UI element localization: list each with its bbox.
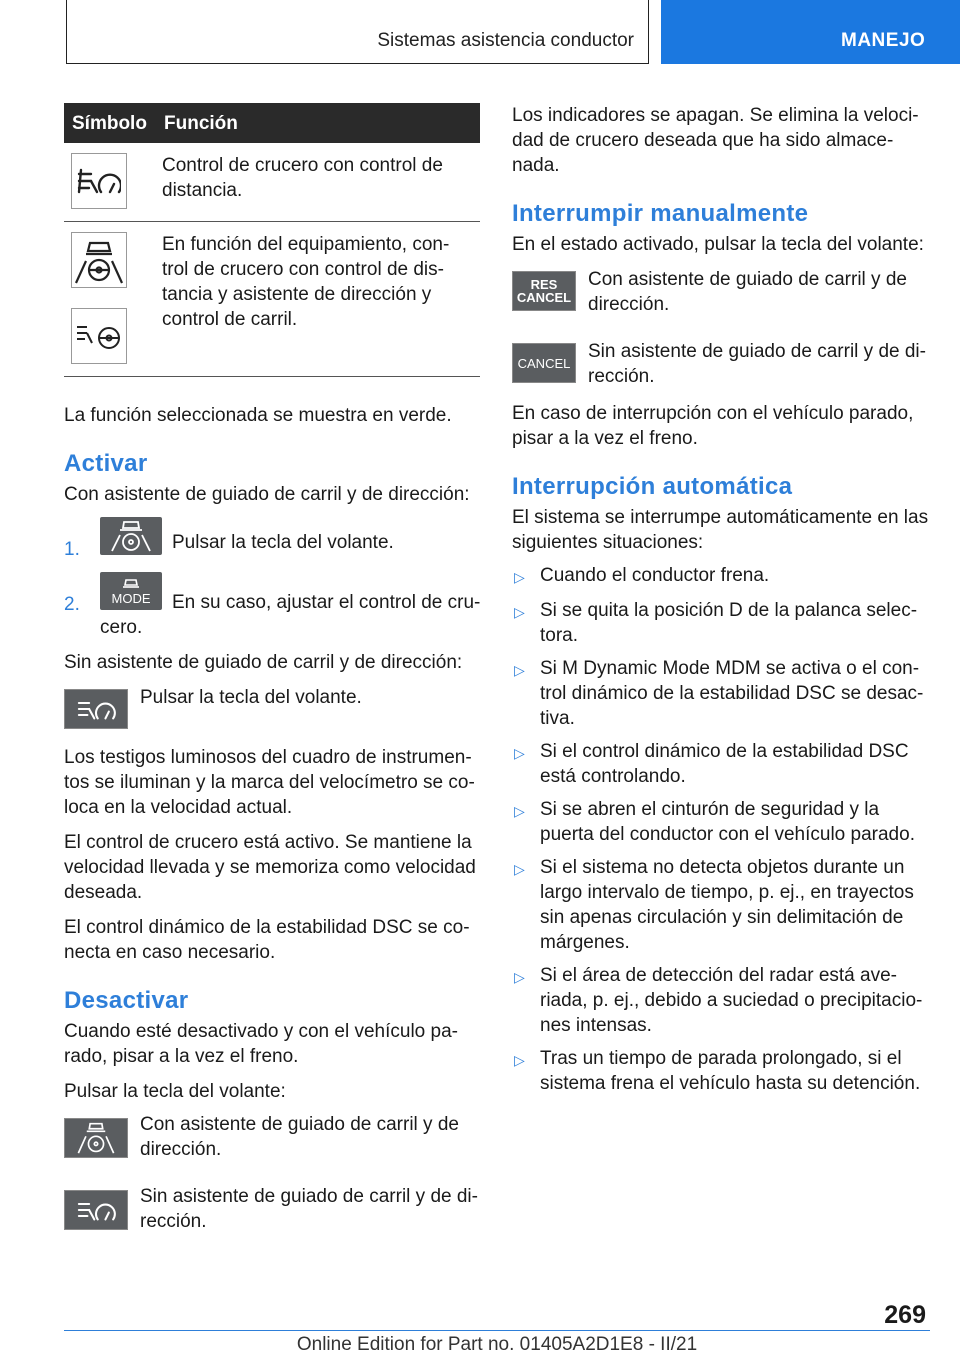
table-row (64, 143, 480, 222)
header-chapter-tab (661, 0, 960, 64)
list-item-text: Si el control dinámico de la estabilidad DSC está controlando. (540, 741, 909, 787)
res-cancel-key-line2: CANCEL (516, 290, 572, 305)
control-text: Pulsar la tecla del volante. (140, 687, 362, 708)
paragraph: El control dinámico de la estabilidad DSC se co-necta en caso necesario. (64, 917, 470, 963)
green-note: La función seleccionada se muestra en verde. (64, 405, 452, 426)
list-item (512, 963, 930, 1038)
cancel-key: CANCEL (512, 343, 576, 383)
header-chapter-label: MANEJO (841, 30, 926, 51)
mode-button-icon (100, 572, 162, 610)
auto-interrupt-list (512, 563, 930, 1096)
auto-intro: El sistema se interrumpe automáticamente en las siguientes situaciones: (512, 507, 929, 553)
list-item (512, 656, 930, 731)
list-item-text: Cuando el conductor frena. (540, 565, 770, 586)
desactivar-p2: Pulsar la tecla del volante: (64, 1081, 286, 1102)
steering-assist-icon (71, 232, 127, 288)
step-2 (64, 572, 482, 640)
header-section-title: Sistemas asistencia conductor (377, 30, 634, 51)
desactivar-p1: Cuando esté desactivado y con el vehículo pa-rado, pisar a la vez el freno. (64, 1021, 458, 1067)
without-assist-note: Sin asistente de guiado de carril y de dirección: (64, 652, 463, 673)
step-text: En su caso, ajustar el control de cru-cero. (100, 592, 481, 638)
cruise-key-icon (64, 1190, 128, 1230)
triangle-bullet-icon: ▷ (514, 569, 525, 585)
activar-intro: Con asistente de guiado de carril y de dirección: (64, 484, 470, 505)
heading-desactivar: Desactivar (64, 987, 189, 1014)
step-text: Pulsar la tecla del volante. (172, 532, 394, 553)
list-item (512, 1046, 930, 1096)
list-item-text: Si se quita la posición D de la palanca selec-tora. (540, 600, 918, 646)
table-header-function: Función (152, 103, 480, 143)
control-text: Sin asistente de guiado de carril y de di-rección. (588, 341, 926, 387)
control-row (64, 1112, 482, 1162)
triangle-bullet-icon: ▷ (514, 745, 525, 761)
mode-button-label: MODE (111, 590, 151, 606)
control-row (512, 339, 930, 389)
list-item-text: Si M Dynamic Mode MDM se activa o el con-trol dinámico de la estabilidad DSC se desac-tiva. (540, 658, 924, 729)
heading-activar: Activar (64, 450, 148, 477)
triangle-bullet-icon: ▷ (514, 803, 525, 819)
table-cell-text: En función del equipamiento, con-trol de crucero con control de dis-tancia y asistente de dirección y control de carril. (152, 222, 480, 377)
table-cell-text: Control de crucero con control de distancia. (152, 143, 480, 222)
triangle-bullet-icon: ▷ (514, 662, 525, 678)
table-row (64, 222, 480, 377)
triangle-bullet-icon: ▷ (514, 604, 525, 620)
manual-stopped-note: En caso de interrupción con el vehículo parado, pisar a la vez el freno. (512, 403, 914, 449)
heading-interrupcion-automatica: Interrupción automática (512, 473, 793, 500)
step-number: 1. (64, 539, 80, 560)
step-number: 2. (64, 594, 80, 615)
cruise-steering-small-icon (71, 308, 127, 364)
left-column (64, 103, 482, 1234)
control-row (64, 1184, 482, 1234)
control-text: Con asistente de guiado de carril y de dirección. (588, 269, 907, 315)
cruise-distance-icon (71, 153, 127, 209)
list-item-text: Si el área de detección del radar está ave-riada, p. ej., debido a suciedad o precipitacio-nes intensas. (540, 965, 923, 1036)
footer-divider (64, 1330, 930, 1331)
header-section-box (66, 0, 649, 64)
res-cancel-key-line1: RES (530, 277, 558, 292)
right-column (512, 103, 930, 1096)
list-item-text: Si el sistema no detecta objetos durante un largo intervalo de tiempo, p. ej., en trayectos sin apenas circulación y sin delimitación de márgenes. (540, 857, 914, 953)
list-item (512, 598, 930, 648)
triangle-bullet-icon: ▷ (514, 969, 525, 985)
cruise-key-icon (64, 689, 128, 729)
res-cancel-key (512, 271, 576, 311)
heading-interrumpir-manualmente: Interrumpir manualmente (512, 200, 809, 227)
list-item-text: Tras un tiempo de parada prolongado, si el sistema frena el vehículo hasta su detención. (540, 1048, 921, 1094)
triangle-bullet-icon: ▷ (514, 1052, 525, 1068)
control-text: Sin asistente de guiado de carril y de di-rección. (140, 1186, 478, 1232)
symbol-table (64, 103, 480, 377)
page-number: 269 (884, 1301, 926, 1329)
table-header-symbol: Símbolo (64, 103, 152, 143)
list-item-text: Si se abren el cinturón de seguridad y la puerta del conductor con el vehículo parado. (540, 799, 915, 845)
control-row (64, 685, 482, 729)
control-row (512, 267, 930, 317)
list-item (512, 855, 930, 955)
list-item (512, 563, 930, 590)
triangle-bullet-icon: ▷ (514, 861, 525, 877)
steering-assist-key-icon (64, 1118, 128, 1158)
indicators-off-text: Los indicadores se apagan. Se elimina la veloci-dad de crucero deseada que ha sido almace-nada. (512, 105, 919, 176)
steering-assist-button-icon (100, 517, 162, 555)
manual-intro: En el estado activado, pulsar la tecla del volante: (512, 234, 924, 255)
step-1 (64, 517, 482, 562)
list-item (512, 739, 930, 789)
paragraph: El control de crucero está activo. Se mantiene la velocidad llevada y se memoriza como velocidad deseada. (64, 832, 476, 903)
list-item (512, 797, 930, 847)
control-text: Con asistente de guiado de carril y de dirección. (140, 1114, 459, 1160)
paragraph: Los testigos luminosos del cuadro de instrumen-tos se iluminan y la marca del velocímetro se co-loca en la velocidad actual. (64, 747, 475, 818)
footer-edition: Online Edition for Part no. 01405A2D1E8 - II/21 (296, 1334, 698, 1355)
